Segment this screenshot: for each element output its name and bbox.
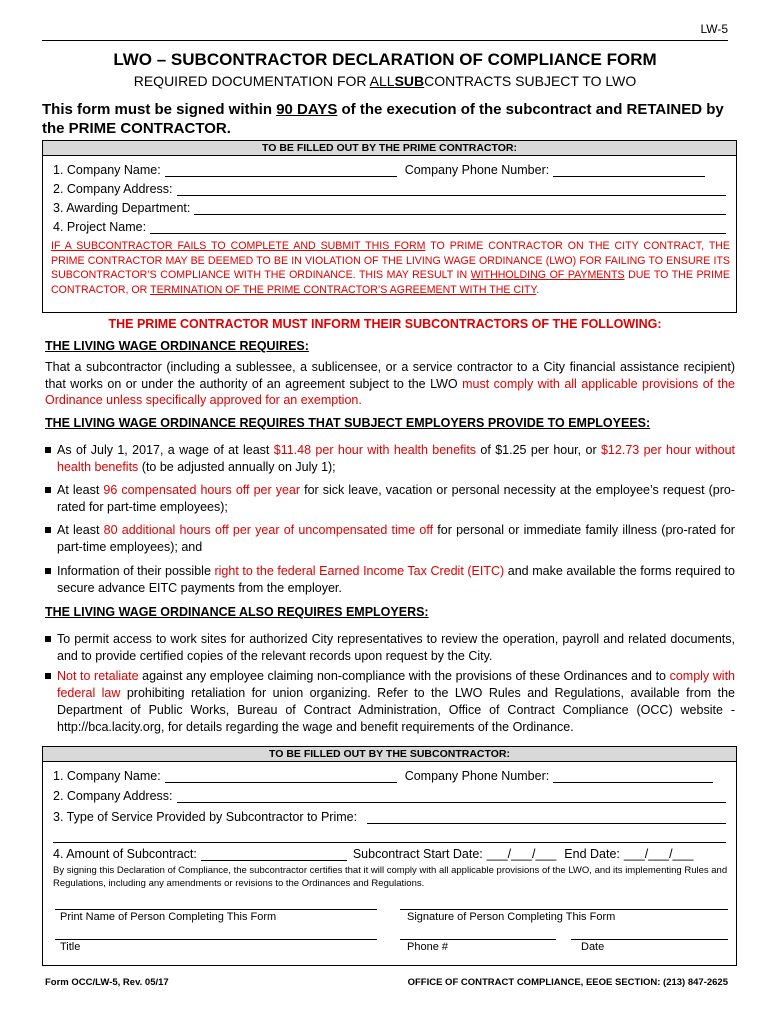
provide-heading: THE LIVING WAGE ORDINANCE REQUIRES THAT SUBJECT EMPLOYERS PROVIDE TO EMPLOYEES: xyxy=(45,416,651,430)
sub-address-field[interactable] xyxy=(177,789,726,803)
bullet-square-icon xyxy=(45,568,51,574)
sub-company-row xyxy=(53,769,726,783)
print-name-line[interactable] xyxy=(55,909,377,910)
bullet-square-icon xyxy=(45,527,51,533)
prime-project-label: 4. Project Name: xyxy=(53,220,147,234)
bullet-square-icon xyxy=(45,673,51,679)
warning-p4: DUE TO THE PRIME CONTRACTOR, OR xyxy=(51,269,730,296)
provide-bullet-sick-leave xyxy=(45,482,735,516)
warning-p5: TERMINATION OF THE PRIME CONTRACTOR’S AGREEMENT WITH THE CITY xyxy=(150,283,537,296)
unpaid-red1: 80 additional hours off per year of uncompensated time off xyxy=(103,523,434,537)
subtitle-sub: SUB xyxy=(394,73,425,89)
unpaid-text1: At least xyxy=(57,523,104,537)
prime-warning xyxy=(51,239,730,297)
wage-red1: $11.48 per hour with health benefits xyxy=(273,443,477,457)
wage-red2: $12.73 per hour without health benefits xyxy=(57,443,736,474)
sub-end-date-field[interactable]: ___/___/___ xyxy=(623,847,694,861)
form-subtitle xyxy=(0,73,770,89)
form-code: LW-5 xyxy=(700,22,728,36)
sub-end-date-label: End Date: xyxy=(564,847,620,861)
sub-address-label: 2. Company Address: xyxy=(53,789,173,803)
provide-bullet-eitc xyxy=(45,563,735,597)
signature-line[interactable] xyxy=(400,909,728,910)
retaliate-text2: prohibiting retaliation for union organizing. Refer to the LWO Rules and Regulations, available from the Department of Public Works, Bureau of Contract Administration, Office of Contract Compliance (OCC) website - http://bca.lacity.org, for details regarding the wage and benefit requirements of the Ordinance. xyxy=(57,686,735,734)
prime-department-row xyxy=(53,201,726,215)
title-line[interactable] xyxy=(55,939,377,940)
certification-text: By signing this Declaration of Compliance, the subcontractor certifies that it will comply with all applicable provisions of the LWO, and its implementing Rules and Regulations, including any amendments or revisions to the Ordinances and Regulations. xyxy=(53,865,728,889)
wage-text2: of $1.25 per hour, or xyxy=(476,443,601,457)
form-title: LWO – SUBCONTRACTOR DECLARATION OF COMPLIANCE FORM xyxy=(113,50,657,69)
date-label: Date xyxy=(581,941,605,953)
wage-text1: As of July 1, 2017, a wage of at least xyxy=(57,443,274,457)
subtitle-part2: CONTRACTS SUBJECT TO LWO xyxy=(424,73,637,89)
top-rule xyxy=(42,40,728,41)
lwo-requires-heading: THE LIVING WAGE ORDINANCE REQUIRES: xyxy=(45,339,309,353)
provide-bullet-wage xyxy=(45,442,735,476)
sub-service-field-line2[interactable] xyxy=(53,829,726,843)
prime-company-row xyxy=(53,163,726,177)
prime-project-field[interactable] xyxy=(150,220,726,234)
notice-days: 90 DAYS xyxy=(276,101,338,118)
print-name-label: Print Name of Person Completing This Form xyxy=(60,911,277,923)
prime-address-label: 2. Company Address: xyxy=(53,182,173,196)
lwo-requires-text xyxy=(45,359,735,409)
unpaid-text2: for personal or immediate family illness (pro-rated for part-time employees); and xyxy=(57,523,735,554)
footer-office: OFFICE OF CONTRACT COMPLIANCE, EEOE SECTION: (213) 847-2625 xyxy=(407,977,728,988)
eitc-text2: and make available the forms required to secure advance EITC payments from the employer. xyxy=(57,564,735,595)
sub-amount-label: 4. Amount of Subcontract: xyxy=(53,847,197,861)
sub-company-name-label: 1. Company Name: xyxy=(53,769,161,783)
phone-label: Phone # xyxy=(407,941,448,953)
employers-heading: THE LIVING WAGE ORDINANCE ALSO REQUIRES EMPLOYERS: xyxy=(45,605,429,619)
retaliate-text1: against any employee claiming non-compliance with the provisions of these Ordinances and to xyxy=(138,669,670,683)
sub-box-header: TO BE FILLED OUT BY THE SUBCONTRACTOR: xyxy=(43,747,736,762)
warning-p6: . xyxy=(536,283,540,296)
employers-bullet-access xyxy=(45,631,735,665)
title-label: Title xyxy=(60,941,81,953)
subtitle-all: ALL xyxy=(369,73,395,89)
sick-text1: At least xyxy=(57,483,104,497)
retaliate-red2: comply with federal law xyxy=(57,669,736,700)
subcontractor-box xyxy=(42,746,737,966)
eitc-red1: right to the federal Earned Income Tax Credit (EITC) xyxy=(214,564,505,578)
sick-text2: for sick leave, vacation or personal necessity at the employee’s request (pro-rated for part-time employees); xyxy=(57,483,736,514)
warning-p3: WITHHOLDING OF PAYMENTS xyxy=(470,269,625,281)
sub-start-date-label: Subcontract Start Date: xyxy=(352,847,483,861)
notice-part2: of the execution of the subcontract and RETAINED by the PRIME CONTRACTOR. xyxy=(42,101,724,137)
eitc-text1: Information of their possible xyxy=(57,564,215,578)
sub-service-label: 3. Type of Service Provided by Subcontractor to Prime: xyxy=(53,810,358,824)
sub-service-row xyxy=(53,810,726,824)
footer-form-id: Form OCC/LW-5, Rev. 05/17 xyxy=(45,977,169,988)
prime-company-name-label: 1. Company Name: xyxy=(53,163,161,177)
bullet-square-icon xyxy=(45,447,51,453)
subtitle-part1: REQUIRED DOCUMENTATION FOR xyxy=(133,73,370,89)
prime-box-header: TO BE FILLED OUT BY THE PRIME CONTRACTOR: xyxy=(43,141,736,156)
phone-line[interactable] xyxy=(400,939,556,940)
sub-amount-row xyxy=(53,847,726,861)
sub-company-name-field[interactable] xyxy=(165,769,397,783)
wage-text3: (to be adjusted annually on July 1); xyxy=(138,460,336,474)
warning-p1: IF A SUBCONTRACTOR FAILS TO COMPLETE AND SUBMIT THIS FORM xyxy=(51,240,426,252)
sub-amount-field[interactable] xyxy=(201,847,347,861)
lwo-requires-red: must comply with all applicable provisions of the Ordinance unless specifically approved for an exemption. xyxy=(45,376,735,407)
prime-address-field[interactable] xyxy=(177,182,726,196)
sub-service-field[interactable] xyxy=(367,810,726,824)
prime-project-row xyxy=(53,220,726,234)
prime-company-phone-label: Company Phone Number: xyxy=(404,163,550,177)
sub-address-row xyxy=(53,789,726,803)
warning-p2: TO PRIME CONTRACTOR ON THE CITY CONTRACT, THE PRIME CONTRACTOR MAY BE DEEMED TO BE IN VIOLATION OF THE LIVING WAGE ORDINANCE (LWO) FOR FAILING TO ENSURE ITS SUBCONTRACTOR’S COMPLIANCE WITH THE ORDINANCE. THIS MAY RESULT IN xyxy=(51,240,731,281)
provide-bullet-unpaid-time xyxy=(45,522,735,556)
sub-company-phone-label: Company Phone Number: xyxy=(404,769,550,783)
sub-company-phone-field[interactable] xyxy=(553,769,713,783)
prime-address-row xyxy=(53,182,726,196)
bullet-square-icon xyxy=(45,636,51,642)
prime-company-name-field[interactable] xyxy=(165,163,397,177)
bullet-square-icon xyxy=(45,487,51,493)
prime-contractor-box xyxy=(42,140,737,313)
sub-start-date-field[interactable]: ___/___/___ xyxy=(486,847,557,861)
prime-company-phone-field[interactable] xyxy=(553,163,705,177)
access-text: To permit access to work sites for authorized City representatives to review the operation, payroll and related documents, and to provide certified copies of the relevant records upon request by the City. xyxy=(57,632,735,663)
lwo-requires-text1: That a subcontractor (including a sublessee, a sublicensee, or a service contractor to a City financial assistance recipient) that works on or under the authority of an agreement subject to the LWO xyxy=(45,360,735,391)
sub-service-row2 xyxy=(53,829,726,843)
must-inform-heading: THE PRIME CONTRACTOR MUST INFORM THEIR SUBCONTRACTORS OF THE FOLLOWING: xyxy=(108,317,662,331)
signature-label: Signature of Person Completing This Form xyxy=(407,911,616,923)
prime-department-field[interactable] xyxy=(194,201,726,215)
retaliate-red1: Not to retaliate xyxy=(57,669,139,683)
signing-notice xyxy=(42,100,732,138)
employers-bullet-retaliation xyxy=(45,668,735,736)
prime-department-label: 3. Awarding Department: xyxy=(53,201,191,215)
notice-part1: This form must be signed within xyxy=(42,101,277,118)
date-line[interactable] xyxy=(571,939,728,940)
sick-red1: 96 compensated hours off per year xyxy=(103,483,301,497)
